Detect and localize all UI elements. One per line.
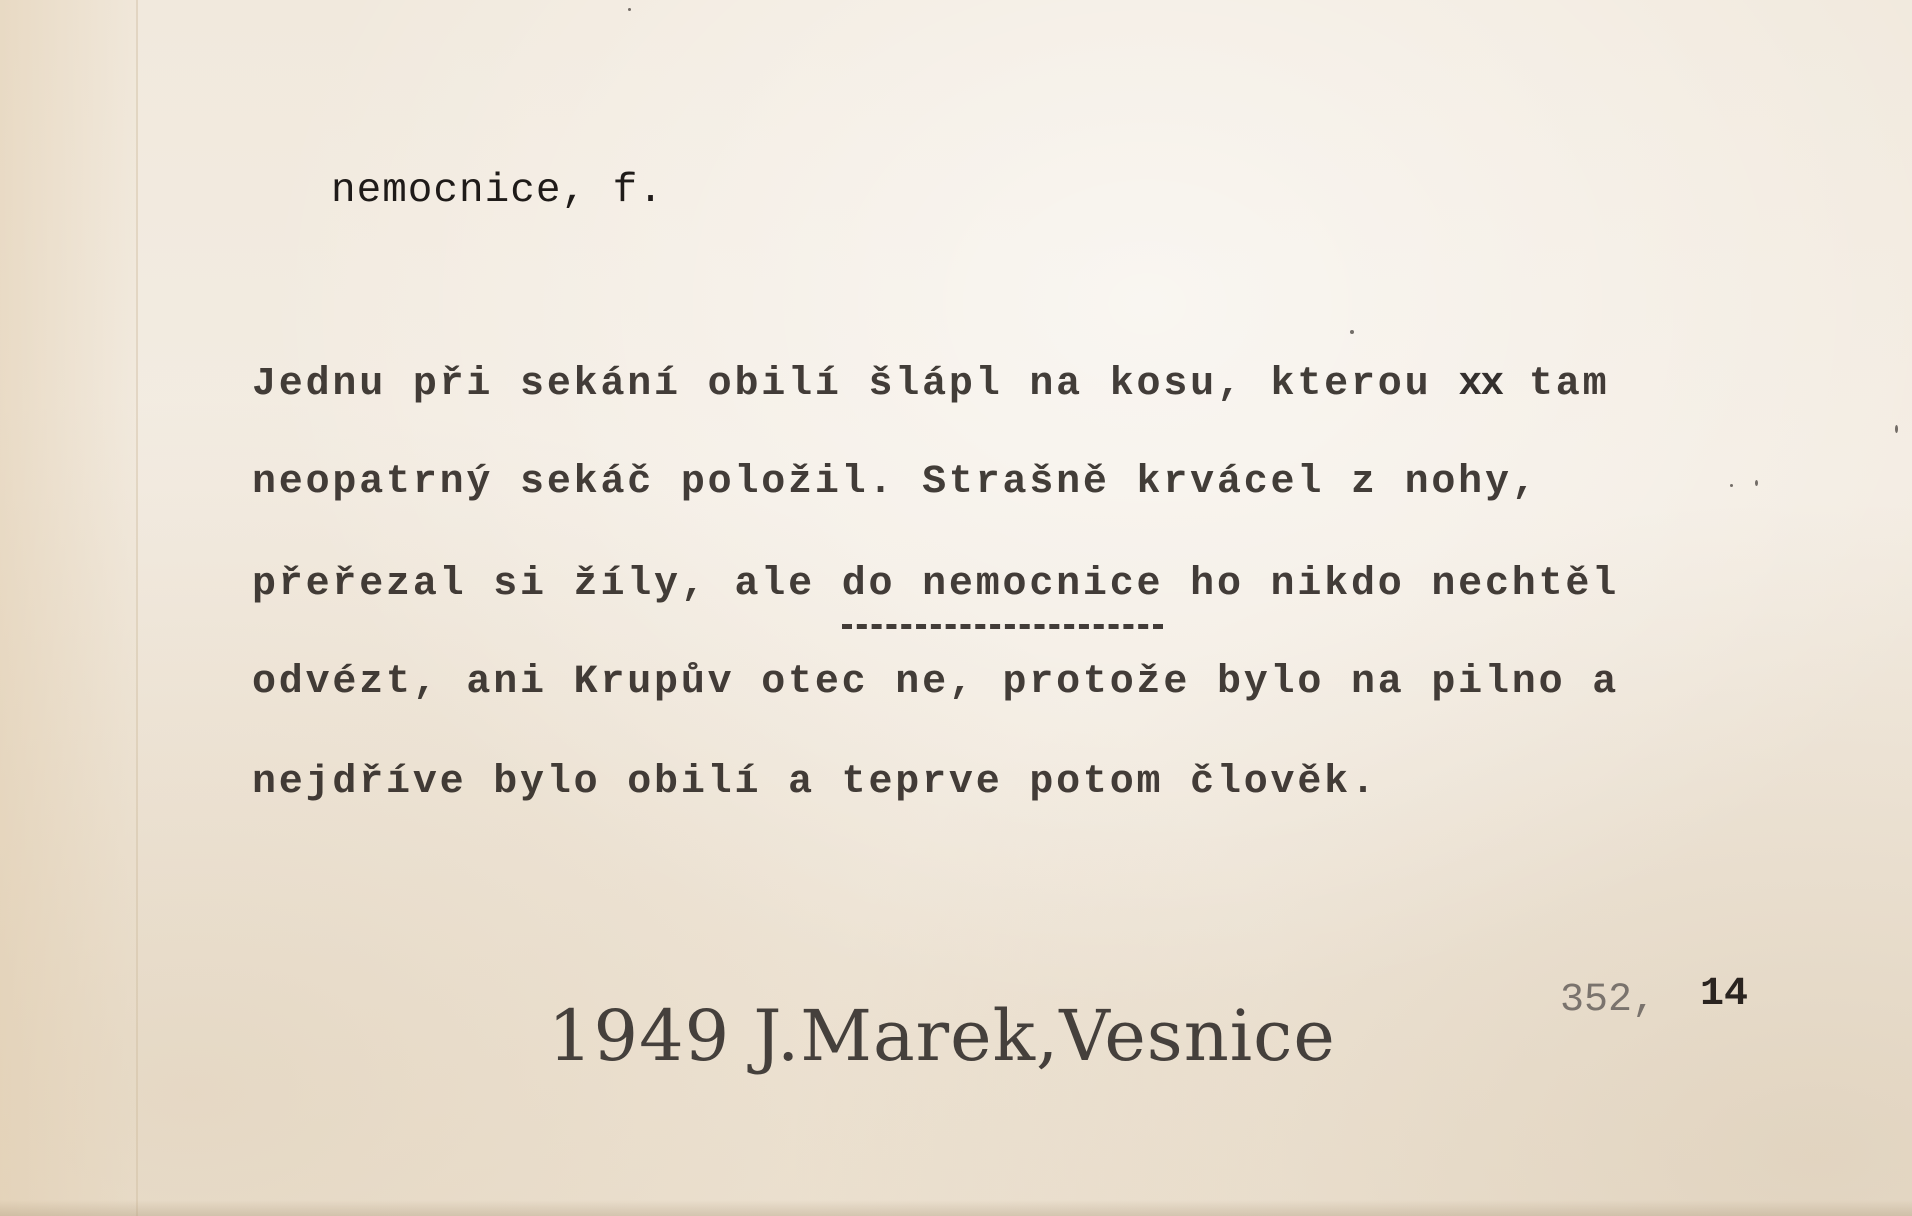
source-stamp: 1949 J.Marek,Vesnice [548, 995, 1336, 1077]
card-edge-line [136, 0, 138, 1216]
quote-line-1-end: tam [1502, 362, 1610, 407]
card-bottom-edge [0, 1200, 1912, 1216]
quote-line-2: neopatrný sekáč položil. Strašně krvácel z nohy, [252, 460, 1539, 505]
ink-speck [628, 8, 631, 11]
ink-speck [1730, 484, 1733, 487]
headword: nemocnice, f. [331, 168, 664, 214]
quote-line-1-text: Jednu při sekání obilí šlápl na kosu, kterou [252, 362, 1459, 407]
ink-speck [1755, 480, 1758, 486]
quote-line-4: odvézt, ani Krupův otec ne, protože bylo na pilno a [252, 660, 1619, 705]
card-reference [1560, 972, 1749, 1023]
quote-line-1 [252, 362, 1609, 407]
quote-line-3-start: přeřezal si žíly, ale [252, 562, 842, 607]
struck-characters: xx [1458, 362, 1503, 407]
reference-number: 14 [1700, 972, 1749, 1017]
reference-page: 352, [1560, 978, 1657, 1023]
ink-speck [1350, 330, 1354, 334]
ink-speck [1895, 425, 1898, 433]
quote-line-3 [252, 562, 1619, 607]
highlighted-headword-occurrence: do nemocnice [841, 562, 1164, 607]
quote-line-5: nejdříve bylo obilí a teprve potom člověk. [252, 760, 1378, 805]
card-left-margin [0, 0, 138, 1216]
quote-line-3-end: ho nikdo nechtěl [1163, 562, 1620, 607]
